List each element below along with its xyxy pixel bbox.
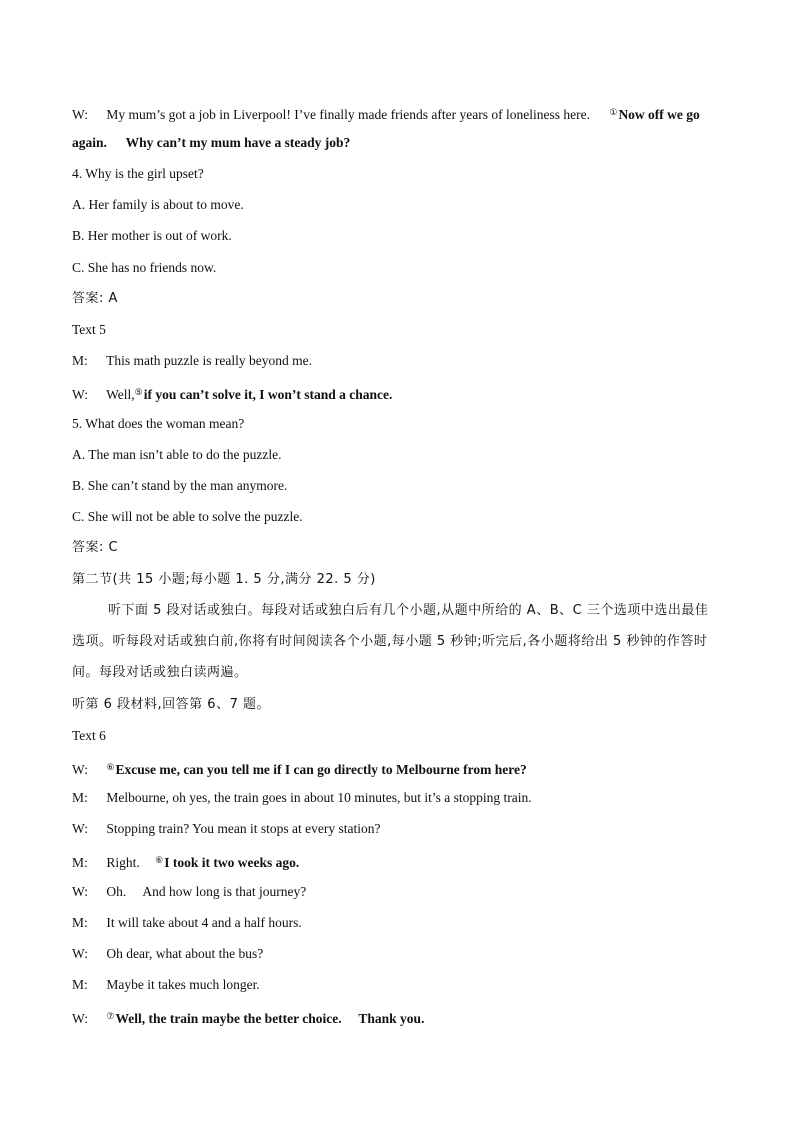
dialogue-line (72, 976, 724, 994)
dialogue-line-w-text5 (72, 383, 724, 404)
speaker-label: W: (72, 946, 88, 961)
answer-5: 答案: C (72, 540, 119, 555)
highlighted-text: Why can’t my mum have a steady job? (125, 135, 351, 150)
dialogue-line (72, 914, 724, 932)
dialogue-text: My mum’s got a job in Liverpool! I’ve finally made friends after years of loneliness here. (106, 107, 590, 122)
speaker-label: W: (72, 1011, 88, 1026)
option-c: C. She has no friends now. (72, 260, 217, 275)
dialogue-text: Maybe it takes much longer. (106, 977, 260, 992)
speaker-label: W: (72, 762, 88, 777)
option-a: A. Her family is about to move. (72, 197, 244, 212)
speaker-label: W: (72, 107, 88, 122)
question-4: 4. Why is the girl upset? (72, 166, 204, 181)
speaker-label: M: (72, 915, 88, 930)
option-c: C. She will not be able to solve the puzzle. (72, 509, 303, 524)
option-b: B. She can’t stand by the man anymore. (72, 478, 288, 493)
speaker-label: M: (72, 977, 88, 992)
dialogue-text: Right. (106, 855, 140, 870)
highlighted-text: I took it two weeks ago. (164, 855, 300, 870)
circled-number-marker: ① (609, 107, 618, 117)
dialogue-text: Melbourne, oh yes, the train goes in about 10 minutes, but it’s a stopping train. (106, 790, 532, 805)
speaker-label: M: (72, 855, 88, 870)
section-instructions-line-2: 选项。听每段对话或独白前,你将有时间阅读各个小题,每小题 5 秒钟;听完后,各小题将给出 5 秒钟的作答时 (72, 634, 708, 649)
highlighted-text: Well, the train maybe the better choice. (115, 1011, 342, 1026)
speaker-label: W: (72, 387, 88, 402)
question-5: 5. What does the woman mean? (72, 416, 245, 431)
dialogue-line-continuation (72, 134, 724, 152)
text-5-heading: Text 5 (72, 322, 106, 337)
dialogue-line (72, 945, 724, 963)
circled-number-marker: ⑦ (106, 1011, 115, 1021)
listening-instruction: 听第 6 段材料,回答第 6、7 题。 (72, 697, 270, 712)
answer-4: 答案: A (72, 291, 118, 306)
dialogue-text: Oh. And how long is that journey? (106, 884, 307, 899)
dialogue-text: It will take about 4 and a half hours. (106, 915, 302, 930)
dialogue-line (72, 851, 724, 872)
circled-number-marker: ⑥ (106, 762, 115, 772)
section-heading: 第二节(共 15 小题;每小题 1. 5 分,满分 22. 5 分) (72, 572, 376, 587)
highlighted-text: if you can’t solve it, I won’t stand a chance. (143, 387, 393, 402)
section-instructions-line-1: 听下面 5 段对话或独白。每段对话或独白后有几个小题,从题中所给的 A、B、C 三个选项中选出最佳 (108, 603, 709, 618)
dialogue-line (72, 789, 724, 807)
circled-number-marker: ⑤ (134, 387, 143, 397)
dialogue-line-m-text5 (72, 352, 724, 370)
dialogue-line (72, 1007, 724, 1028)
speaker-label: M: (72, 353, 88, 368)
speaker-label: W: (72, 884, 88, 899)
dialogue-line (72, 883, 724, 901)
speaker-label: M: (72, 790, 88, 805)
section-instructions-line-3: 间。每段对话或独白读两遍。 (72, 665, 248, 680)
dialogue-line-w-text4 (72, 103, 724, 124)
dialogue-text: Oh dear, what about the bus? (106, 946, 264, 961)
dialogue-text: This math puzzle is really beyond me. (106, 353, 312, 368)
highlighted-text: Now off we go (618, 107, 700, 122)
option-a: A. The man isn’t able to do the puzzle. (72, 447, 282, 462)
highlighted-text: Excuse me, can you tell me if I can go directly to Melbourne from here? (115, 762, 527, 777)
dialogue-text: Stopping train? You mean it stops at every station? (106, 821, 381, 836)
text-6-heading: Text 6 (72, 728, 106, 743)
option-b: B. Her mother is out of work. (72, 228, 232, 243)
speaker-label: W: (72, 821, 88, 836)
circled-number-marker: ⑥ (155, 855, 164, 865)
dialogue-line (72, 758, 724, 779)
dialogue-text: Well, (106, 387, 135, 402)
highlighted-text: again. (72, 135, 107, 150)
highlighted-text: Thank you. (358, 1011, 425, 1026)
dialogue-line (72, 820, 724, 838)
